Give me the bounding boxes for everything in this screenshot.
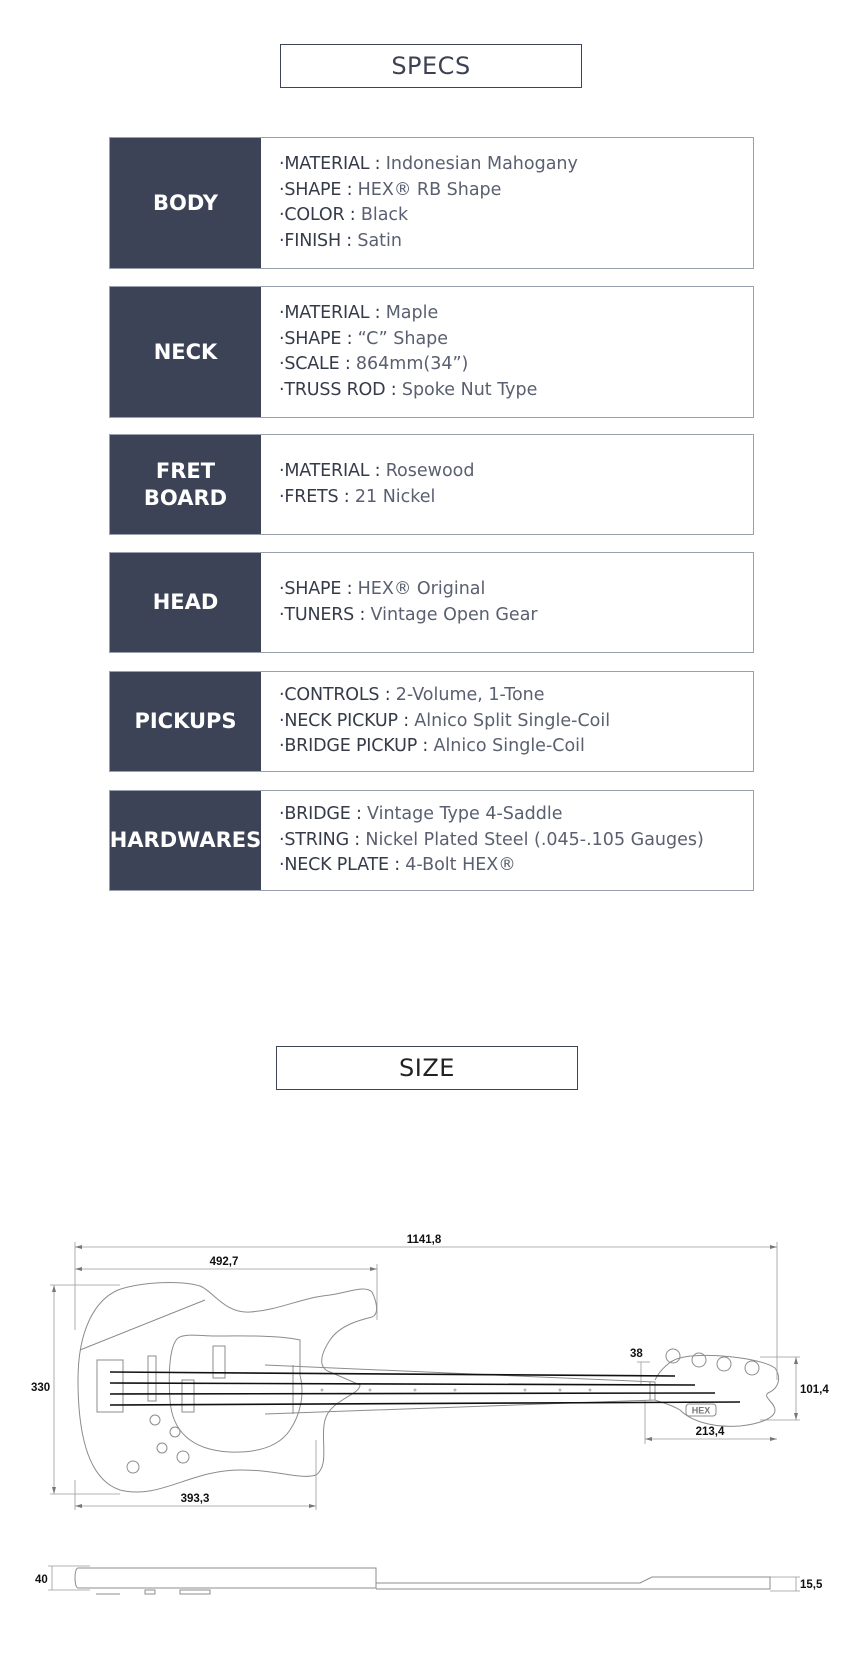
spec-item-value: Rosewood [385, 461, 475, 481]
spec-row [109, 552, 754, 653]
dimension-body-height: 330 [31, 1382, 51, 1394]
spec-item-value: Alnico Single-Coil [433, 736, 585, 757]
spec-item-list [261, 138, 753, 268]
spec-item-list [261, 672, 753, 771]
spec-category-label: PICKUPS [110, 672, 261, 771]
spec-item-value: 864mm(34”) [355, 354, 469, 374]
spec-item-key: ·BRIDGE : [279, 804, 368, 825]
spec-item-value: 21 Nickel [354, 486, 436, 507]
spec-item-value: 4-Bolt HEX® [405, 855, 516, 876]
spec-category-label: FRET BOARD [110, 435, 261, 534]
spec-item-list [261, 553, 753, 652]
specs-title: SPECS [280, 44, 582, 88]
spec-category-label: NECK [110, 287, 261, 417]
spec-item-key: ·SHAPE : [279, 179, 358, 200]
spec-item-key: ·TUNERS : [279, 604, 371, 625]
spec-item-value: HEX® Original [357, 579, 486, 599]
spec-item-value: Vintage Open Gear [370, 604, 538, 625]
spec-item [279, 327, 753, 353]
spec-item-key: ·NECK PICKUP : [279, 710, 415, 731]
spec-item-value: Indonesian Mahogany [385, 154, 578, 174]
dimension-head-length: 213,4 [695, 1426, 725, 1438]
spec-item-key: ·BRIDGE PICKUP : [279, 736, 434, 757]
spec-item-value: HEX® RB Shape [357, 179, 502, 200]
spec-item-key: ·FRETS : [279, 486, 355, 507]
spec-item-key: ·MATERIAL : [279, 154, 386, 174]
dimension-head-height: 101,4 [800, 1384, 829, 1396]
spec-item [279, 301, 753, 327]
spec-item-value: Alnico Split Single-Coil [414, 710, 611, 731]
spec-item-value: Maple [385, 303, 439, 323]
spec-item-key: ·STRING : [279, 829, 366, 850]
dimension-body-thickness: 40 [35, 1574, 48, 1586]
dimension-body-to-neck: 492,7 [209, 1256, 239, 1268]
spec-item-value: Black [360, 205, 409, 225]
spec-item [279, 459, 753, 485]
spec-category-label: BODY [110, 138, 261, 268]
spec-item-list [261, 435, 753, 534]
spec-row [109, 286, 754, 418]
spec-item-key: ·COLOR : [279, 205, 361, 225]
spec-row [109, 137, 754, 269]
spec-item [279, 853, 753, 879]
spec-item [279, 485, 753, 511]
spec-item [279, 603, 753, 629]
spec-category-label: HEAD [110, 553, 261, 652]
spec-item-key: ·TRUSS ROD : [279, 379, 402, 400]
spec-item-key: ·SHAPE : [279, 579, 358, 599]
size-title: SIZE [276, 1046, 578, 1090]
spec-item-list [261, 791, 753, 890]
spec-item-value: Nickel Plated Steel (.045-.105 Gauges) [365, 829, 704, 850]
spec-item [279, 152, 753, 178]
spec-item [279, 229, 753, 255]
dimension-head-thickness: 15,5 [800, 1579, 823, 1591]
headstock-logo: HEX [691, 1405, 711, 1416]
spec-row [109, 671, 754, 772]
spec-item-key: ·MATERIAL : [279, 461, 386, 481]
dimension-nut-width: 38 [630, 1348, 643, 1360]
spec-row [109, 434, 754, 535]
spec-item-value: “C” Shape [357, 328, 449, 349]
spec-item [279, 178, 753, 204]
spec-item-key: ·SCALE : [279, 354, 356, 374]
spec-item-value: Spoke Nut Type [401, 379, 538, 400]
spec-item [279, 378, 753, 404]
spec-category-label: HARDWARES [110, 791, 261, 890]
spec-item-value: 2-Volume, 1-Tone [395, 685, 545, 706]
spec-item [279, 352, 753, 378]
dimension-body-width: 393,3 [180, 1493, 210, 1505]
spec-item-key: ·NECK PLATE : [279, 855, 406, 876]
spec-item [279, 683, 753, 709]
spec-item [279, 203, 753, 229]
spec-item-key: ·CONTROLS : [279, 685, 396, 706]
dimension-overall-length: 1141,8 [406, 1234, 442, 1246]
spec-row [109, 790, 754, 891]
spec-item-value: Vintage Type 4-Saddle [367, 804, 563, 825]
bass-side-view [75, 1568, 770, 1594]
spec-item-key: ·SHAPE : [279, 328, 358, 349]
spec-item-value: Satin [357, 230, 402, 251]
spec-item [279, 709, 753, 735]
bass-body-outline [78, 1283, 779, 1493]
spec-item-key: ·FINISH : [279, 230, 358, 251]
spec-item [279, 802, 753, 828]
spec-item [279, 828, 753, 854]
spec-item-key: ·MATERIAL : [279, 303, 386, 323]
bass-dimension-drawing [0, 1220, 860, 1620]
spec-item-list [261, 287, 753, 417]
spec-item [279, 577, 753, 603]
spec-item [279, 734, 753, 760]
